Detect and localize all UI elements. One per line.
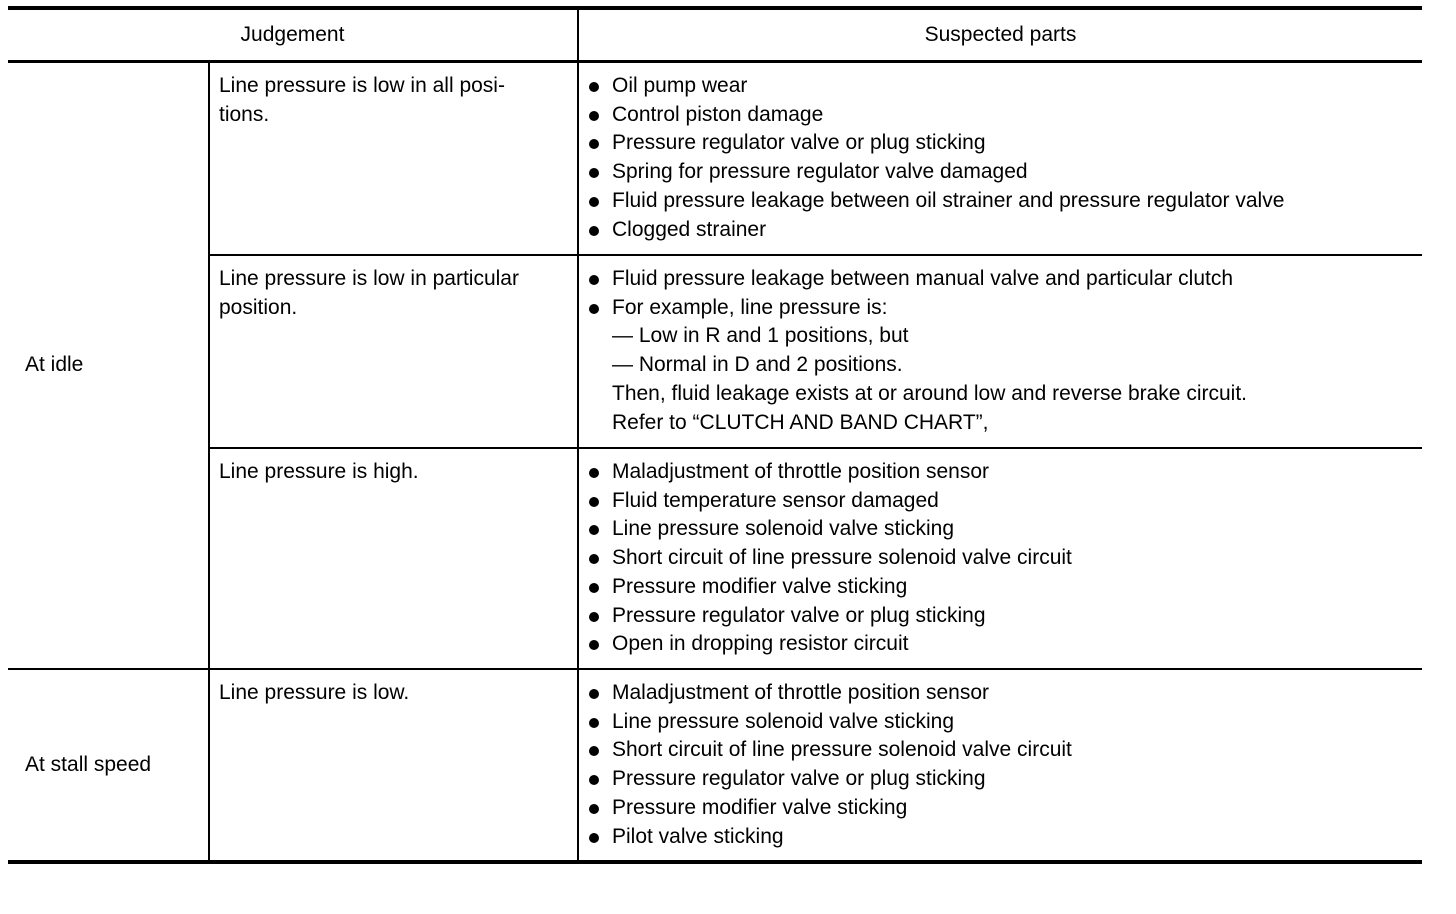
parts-cell [578,62,1422,256]
parts-cell [578,669,1422,862]
bullet-icon [589,168,599,178]
condition-cell [209,62,578,256]
list-item: Pressure regulator valve or plug sticking [586,129,1422,158]
header-judgement: Judgement [8,8,578,62]
bullet-icon [589,775,599,785]
bullet-icon [589,612,599,622]
header-suspected-parts: Suspected parts [578,8,1422,62]
list-item: Maladjustment of throttle position sensor [586,458,1422,487]
group-label-stall: At stall speed [8,669,209,862]
bullet-icon [589,497,599,507]
bullet-icon [589,82,599,92]
list-item: Short circuit of line pressure solenoid valve circuit [586,544,1422,573]
bullet-icon [589,197,599,207]
condition-line: tions. [219,102,270,126]
group-label-idle: At idle [8,62,209,670]
example-line: Refer to “CLUTCH AND BAND CHART”, [612,410,989,434]
bullet-icon [589,111,599,121]
example-line: Then, fluid leakage exists at or around low and reverse brake circuit. [612,381,1247,405]
bullet-icon [589,525,599,535]
list-item: Open in dropping resistor circuit [586,630,1422,659]
list-item: For example, line pressure is: — Low in R and 1 positions, but — Normal in D and 2 positions. Then, fluid leakage exists at or around low and reverse brake circuit. Refer to “CLUTCH AND BAND CHART”, [586,294,1422,438]
bullet-icon [589,746,599,756]
bullet-icon [589,689,599,699]
list-item: Fluid pressure leakage between oil strainer and pressure regulator valve [586,187,1422,216]
bullet-icon [589,833,599,843]
list-item: Clogged strainer [586,216,1422,245]
bullet-icon [589,468,599,478]
parts-list [586,265,1422,437]
bullet-icon [589,718,599,728]
parts-list [586,679,1422,851]
parts-list [586,458,1422,659]
list-item: Maladjustment of throttle position sensor [586,679,1422,708]
table-row [8,669,1422,862]
table-row [8,448,1422,669]
bullet-icon [589,804,599,814]
condition-line: position. [219,295,298,319]
parts-cell [578,448,1422,669]
bullet-icon [589,583,599,593]
parts-cell [578,255,1422,448]
bullet-icon [589,226,599,236]
bullet-icon [589,275,599,285]
list-item: Spring for pressure regulator valve damaged [586,158,1422,187]
example-line: — Low in R and 1 positions, but [612,324,909,348]
table-row [8,255,1422,448]
condition-cell: Line pressure is high. [209,448,578,669]
condition-cell [209,255,578,448]
condition-line: Line pressure is low in particular [219,267,519,290]
list-item: Control piston damage [586,101,1422,130]
bullet-icon [589,640,599,650]
bullet-icon [589,554,599,564]
list-item: Line pressure solenoid valve sticking [586,708,1422,737]
list-item: Pilot valve sticking [586,823,1422,852]
table-row [8,62,1422,256]
list-item: Short circuit of line pressure solenoid valve circuit [586,736,1422,765]
list-item: Line pressure solenoid valve sticking [586,515,1422,544]
header-row [8,8,1422,62]
list-item: Pressure regulator valve or plug sticking [586,765,1422,794]
list-item: Fluid pressure leakage between manual valve and particular clutch [586,265,1422,294]
diagnosis-table [8,6,1422,864]
bullet-icon [589,139,599,149]
list-item: Oil pump wear [586,72,1422,101]
condition-cell: Line pressure is low. [209,669,578,862]
parts-list [586,72,1422,244]
list-item: Pressure modifier valve sticking [586,794,1422,823]
list-item: Pressure modifier valve sticking [586,573,1422,602]
condition-line: Line pressure is low in all posi- [219,74,505,97]
list-item: Pressure regulator valve or plug sticking [586,602,1422,631]
list-item: Fluid temperature sensor damaged [586,487,1422,516]
example-line: — Normal in D and 2 positions. [612,353,903,377]
bullet-icon [589,304,599,314]
